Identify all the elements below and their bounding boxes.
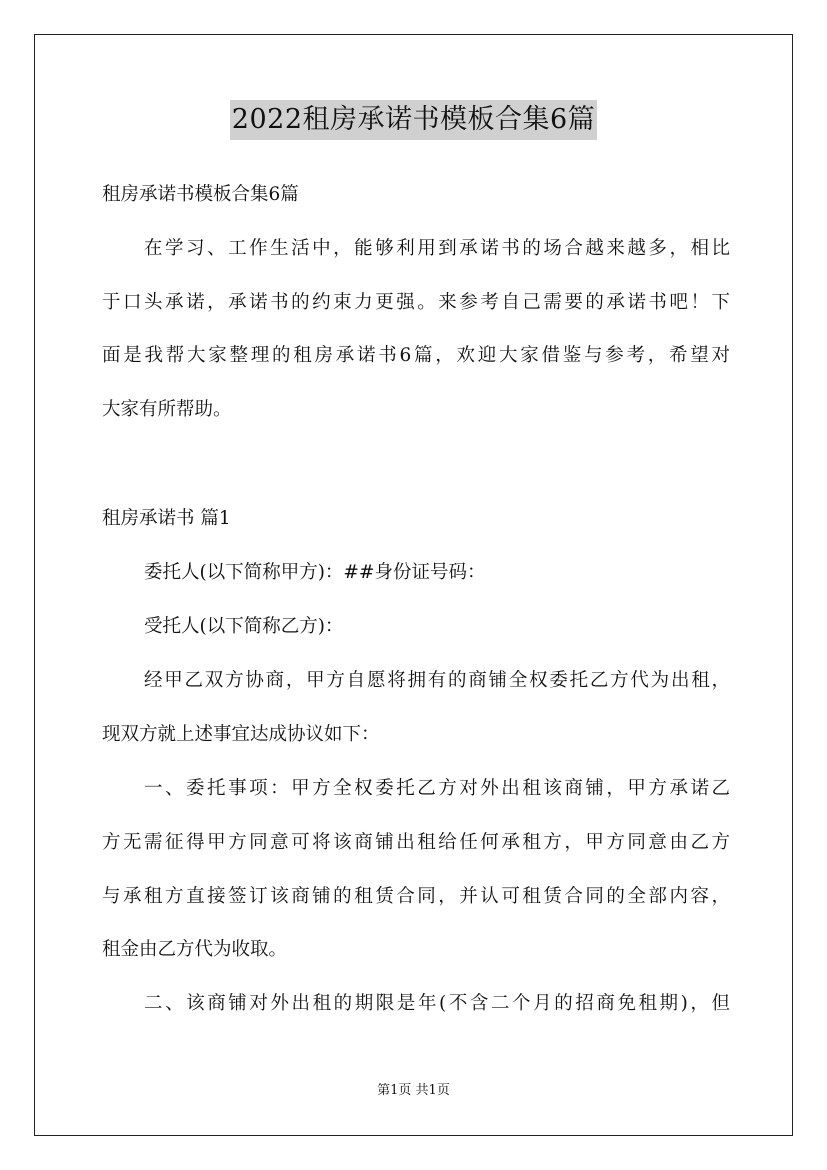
body-line: 一、委托事项：甲方全权委托乙方对外出租该商铺，甲方承诺乙 [144,778,730,799]
subtitle: 租房承诺书模板合集6篇 [102,184,299,205]
intro-line: 于口头承诺，承诺书的约束力更强。来参考自己需要的承诺书吧！下 [102,292,730,313]
body-line: 租金由乙方代为收取。 [102,939,288,960]
page-footer: 第1页 共1页 [377,1083,450,1098]
body-line: 现双方就上述事宜达成协议如下： [102,724,380,745]
body-line: 方无需征得甲方同意可将该商铺出租给任何承租方，甲方同意由乙方 [102,832,730,853]
body-line: 二、该商铺对外出租的期限是年(不含二个月的招商免租期)，但 [144,993,730,1014]
body-line: 委托人(以下简称甲方)：##身份证号码： [144,562,486,583]
intro-line: 面是我帮大家整理的租房承诺书6篇，欢迎大家借鉴与参考，希望对 [102,345,730,366]
body-line: 受托人(以下简称乙方)： [144,616,344,637]
title-area [0,100,827,140]
body-line: 与承租方直接签订该商铺的租赁合同，并认可租赁合同的全部内容， [102,886,730,907]
body-line: 经甲乙双方协商，甲方自愿将拥有的商铺全权委托乙方代为出租， [144,670,730,691]
intro-line: 在学习、工作生活中，能够利用到承诺书的场合越来越多，相比 [144,238,730,259]
document-title: 2022租房承诺书模板合集6篇 [230,100,597,140]
intro-line: 大家有所帮助。 [102,399,232,420]
section-heading: 租房承诺书 篇1 [102,508,231,529]
